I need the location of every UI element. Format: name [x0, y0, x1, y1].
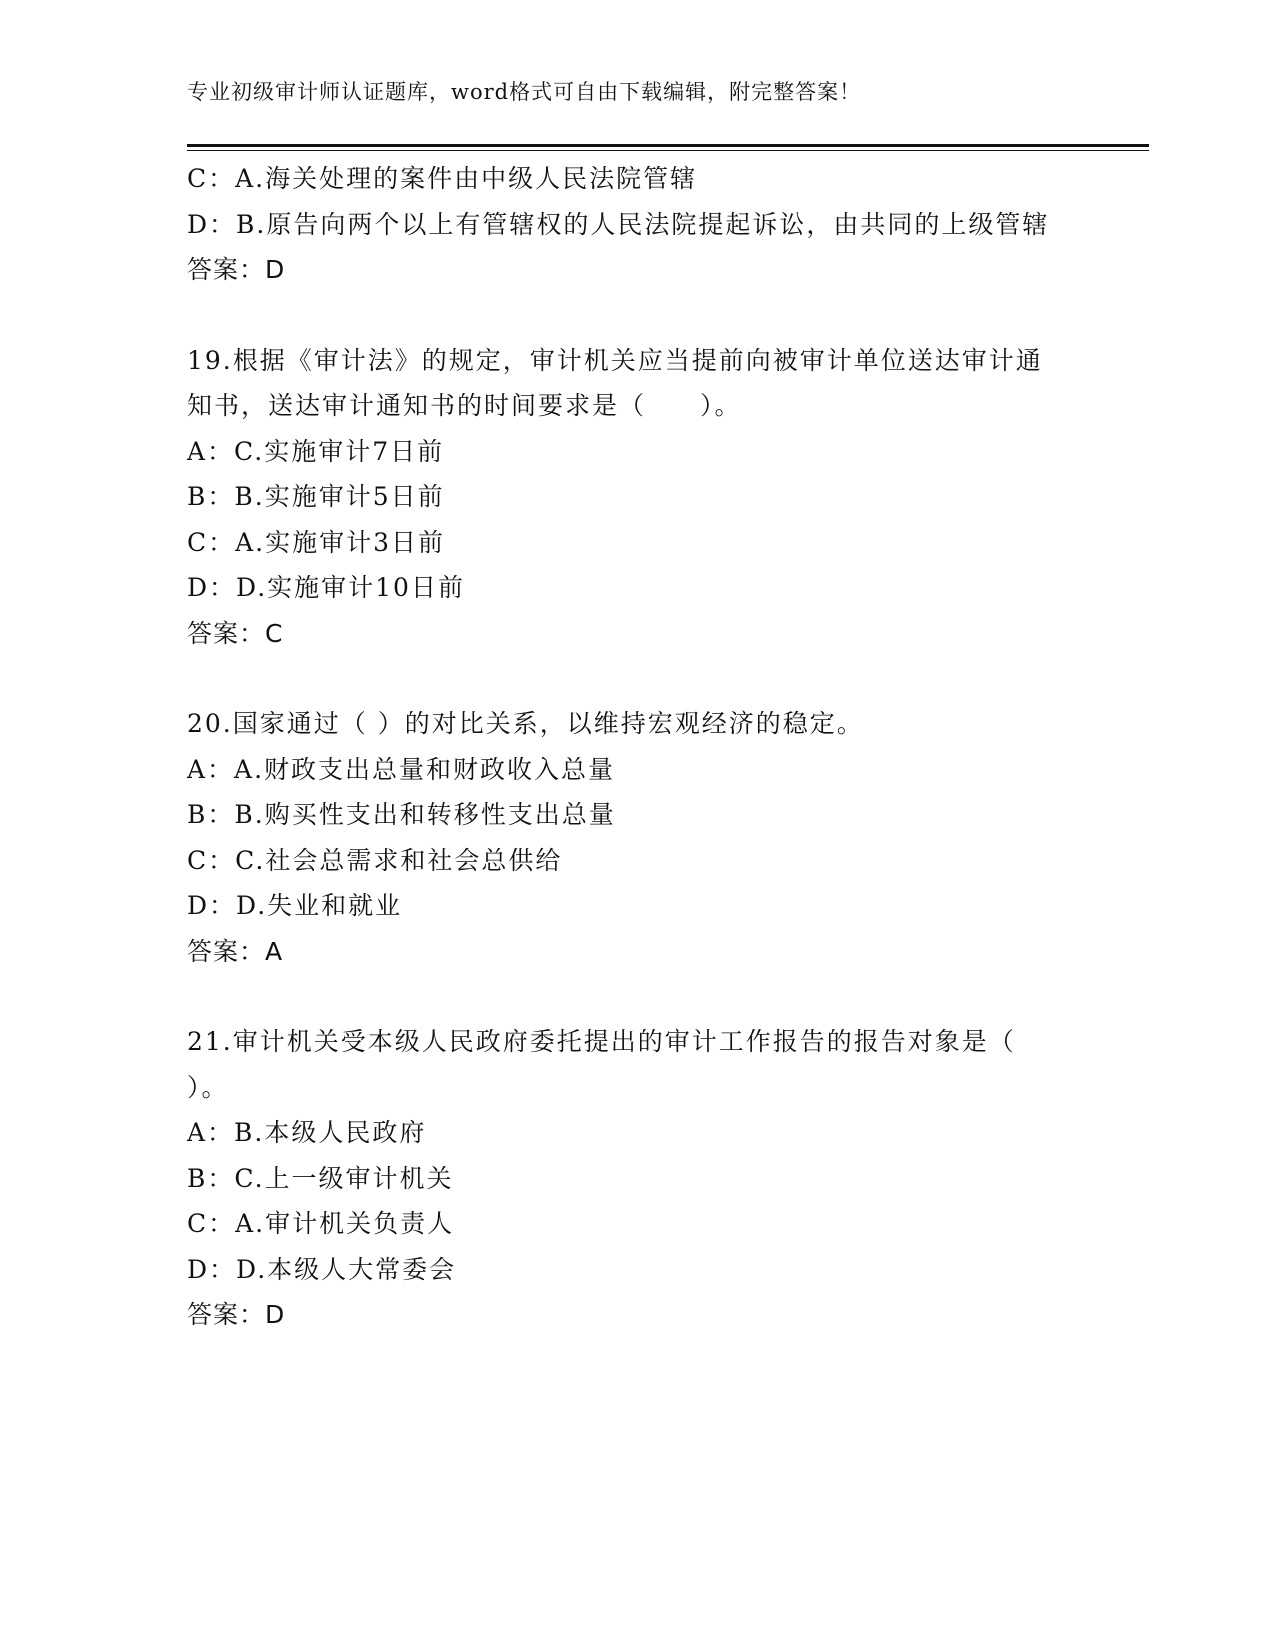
page-header: 专业初级审计师认证题库，word格式可自由下载编辑，附完整答案！ [187, 80, 862, 104]
option-d: D：D.本级人大常委会 [187, 1254, 457, 1284]
answer-line: 答案：C [187, 618, 284, 648]
option-a: A：C.实施审计7日前 [187, 436, 445, 466]
question-content [187, 156, 1087, 1338]
header-rule-thick [187, 144, 1149, 147]
question-stem: 20.国家通过（ ）的对比关系，以维持宏观经济的稳定。 [187, 709, 864, 738]
option-a: A：A.财政支出总量和财政收入总量 [187, 754, 616, 784]
option-a: A：B.本级人民政府 [187, 1118, 427, 1147]
header-rule-thin [187, 150, 1149, 151]
answer-line: 答案：A [187, 936, 284, 966]
question-20 [187, 701, 1087, 974]
option-d: D：B.原告向两个以上有管辖权的人民法院提起诉讼，由共同的上级管辖 [187, 209, 1050, 239]
question-stem: 19.根据《审计法》的规定，审计机关应当提前向被审计单位送达审计通知书，送达审计通知书的时间要求是（ ）。 [187, 345, 1043, 420]
question-stem: 21.审计机关受本级人民政府委托提出的审计工作报告的报告对象是（ ）。 [187, 1027, 1016, 1102]
previous-question-continuation [187, 156, 1087, 293]
option-c: C：A.海关处理的案件由中级人民法院管辖 [187, 164, 698, 193]
question-21 [187, 1019, 1087, 1338]
option-c: C：C.社会总需求和社会总供给 [187, 845, 563, 875]
option-b: B：C.上一级审计机关 [187, 1163, 454, 1193]
answer-line: 答案：D [187, 1300, 286, 1329]
option-b: B：B.购买性支出和转移性支出总量 [187, 800, 616, 829]
option-c: C：A.审计机关负责人 [187, 1209, 455, 1238]
option-c: C：A.实施审计3日前 [187, 527, 446, 557]
option-d: D：D.失业和就业 [187, 891, 403, 920]
option-b: B：B.实施审计5日前 [187, 482, 445, 511]
question-19 [187, 338, 1087, 657]
answer-line: 答案：D [187, 255, 286, 284]
option-d: D：D.实施审计10日前 [187, 573, 465, 602]
